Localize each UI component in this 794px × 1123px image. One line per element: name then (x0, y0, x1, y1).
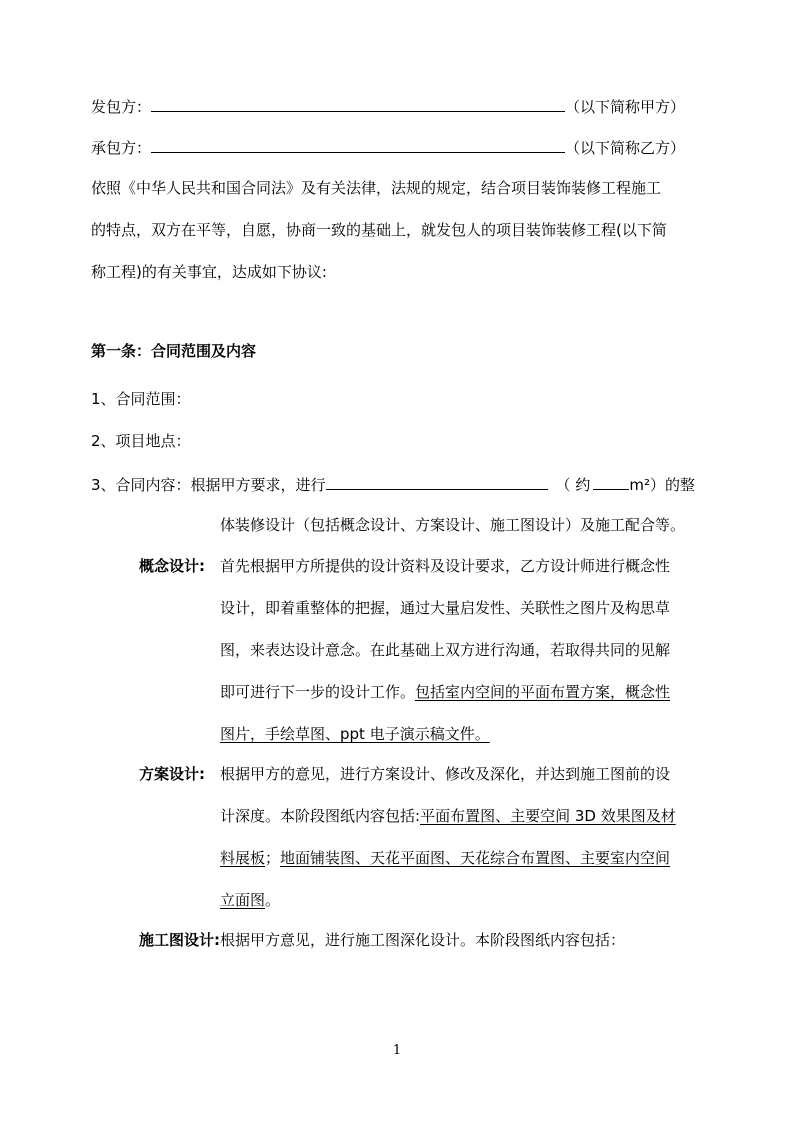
concept-design-line-2: 设计，即着重整体的把握，通过大量启发性、关联性之图片及构思草 (220, 599, 671, 617)
scheme-deliverables-a: 料展板 (220, 849, 266, 867)
article-1-heading: 第一条：合同范围及内容 (91, 342, 257, 360)
concept-deliverables: 包括室内空间的平面布置方案，概念性 (415, 683, 671, 701)
party-b-label: 承包方： (91, 139, 152, 157)
preamble-line-1: 依照《中华人民共和国合同法》及有关法律，法规的规定，结合项目装饰装修工程施工 (91, 179, 662, 197)
area-unit-label: m²）的整 (629, 476, 695, 494)
concept-design-line-4 (220, 682, 670, 702)
contract-scope-item: 1、合同范围： (91, 390, 191, 408)
project-location-item: 2、项目地点： (91, 432, 191, 450)
scheme-deliverables: 平面布置图、主要空间 3D 效果图及材 (420, 807, 676, 825)
page-number: 1 (392, 1043, 402, 1058)
party-a-label: 发包方： (91, 98, 152, 116)
party-a-line (91, 95, 685, 117)
party-b-line (91, 136, 685, 158)
area-blank[interactable] (593, 473, 629, 490)
area-about-label: （ 约 (555, 476, 591, 494)
project-name-blank[interactable] (326, 473, 548, 490)
scheme-deliverables-c: 立面图 (220, 891, 266, 909)
construction-design-line (139, 930, 625, 950)
scheme-design-line-3 (220, 848, 670, 868)
concept-design-line-4-text: 即可进行下一步的设计工作。 (220, 683, 416, 701)
scheme-design-line-1: 根据甲方的意见，进行方案设计、修改及深化，并达到施工图前的设 (220, 765, 671, 783)
concept-design-line-3: 图，来表达设计意念。在此基础上双方进行沟通，若取得共同的见解 (220, 641, 671, 659)
scheme-deliverables-b: 地面铺装图、天花平面图、天花综合布置图、主要室内空间 (280, 849, 671, 867)
preamble-line-3: 称工程)的有关事宜，达成如下协议: (91, 263, 327, 281)
scheme-design-label: 方案设计: (139, 765, 205, 783)
contract-content-line-2: 体装修设计（包括概念设计、方案设计、施工图设计）及施工配合等。 (220, 516, 686, 534)
scheme-separator: ； (265, 849, 281, 867)
contract-content-prefix: 3、合同内容：根据甲方要求，进行 (91, 476, 326, 494)
party-a-blank[interactable] (151, 95, 565, 112)
concept-design-line-1: 首先根据甲方所提供的设计资料及设计要求，乙方设计师进行概念性 (220, 557, 671, 575)
scheme-design-line-2-text: 计深度。本阶段图纸内容包括: (220, 807, 421, 825)
scheme-end-punct: 。 (265, 891, 281, 909)
preamble-line-2: 的特点，双方在平等，自愿，协商一致的基础上，就发包人的项目装饰装修工程(以下简 (91, 221, 667, 239)
scheme-design-line-4 (220, 890, 280, 910)
party-b-suffix: （以下简称乙方） (565, 139, 686, 157)
construction-design-label: 施工图设计: (139, 931, 220, 949)
concept-design-label: 概念设计: (139, 557, 205, 575)
party-b-blank[interactable] (151, 136, 565, 153)
scheme-design-line-2 (220, 806, 676, 826)
contract-content-item (91, 473, 695, 495)
concept-design-line-5 (220, 724, 490, 744)
party-a-suffix: （以下简称甲方） (565, 98, 686, 116)
concept-deliverables-cont: 图片，手绘草图、ppt 电子演示稿文件。 (220, 725, 490, 743)
construction-design-text: 根据甲方意见，进行施工图深化设计。本阶段图纸内容包括： (220, 931, 626, 949)
